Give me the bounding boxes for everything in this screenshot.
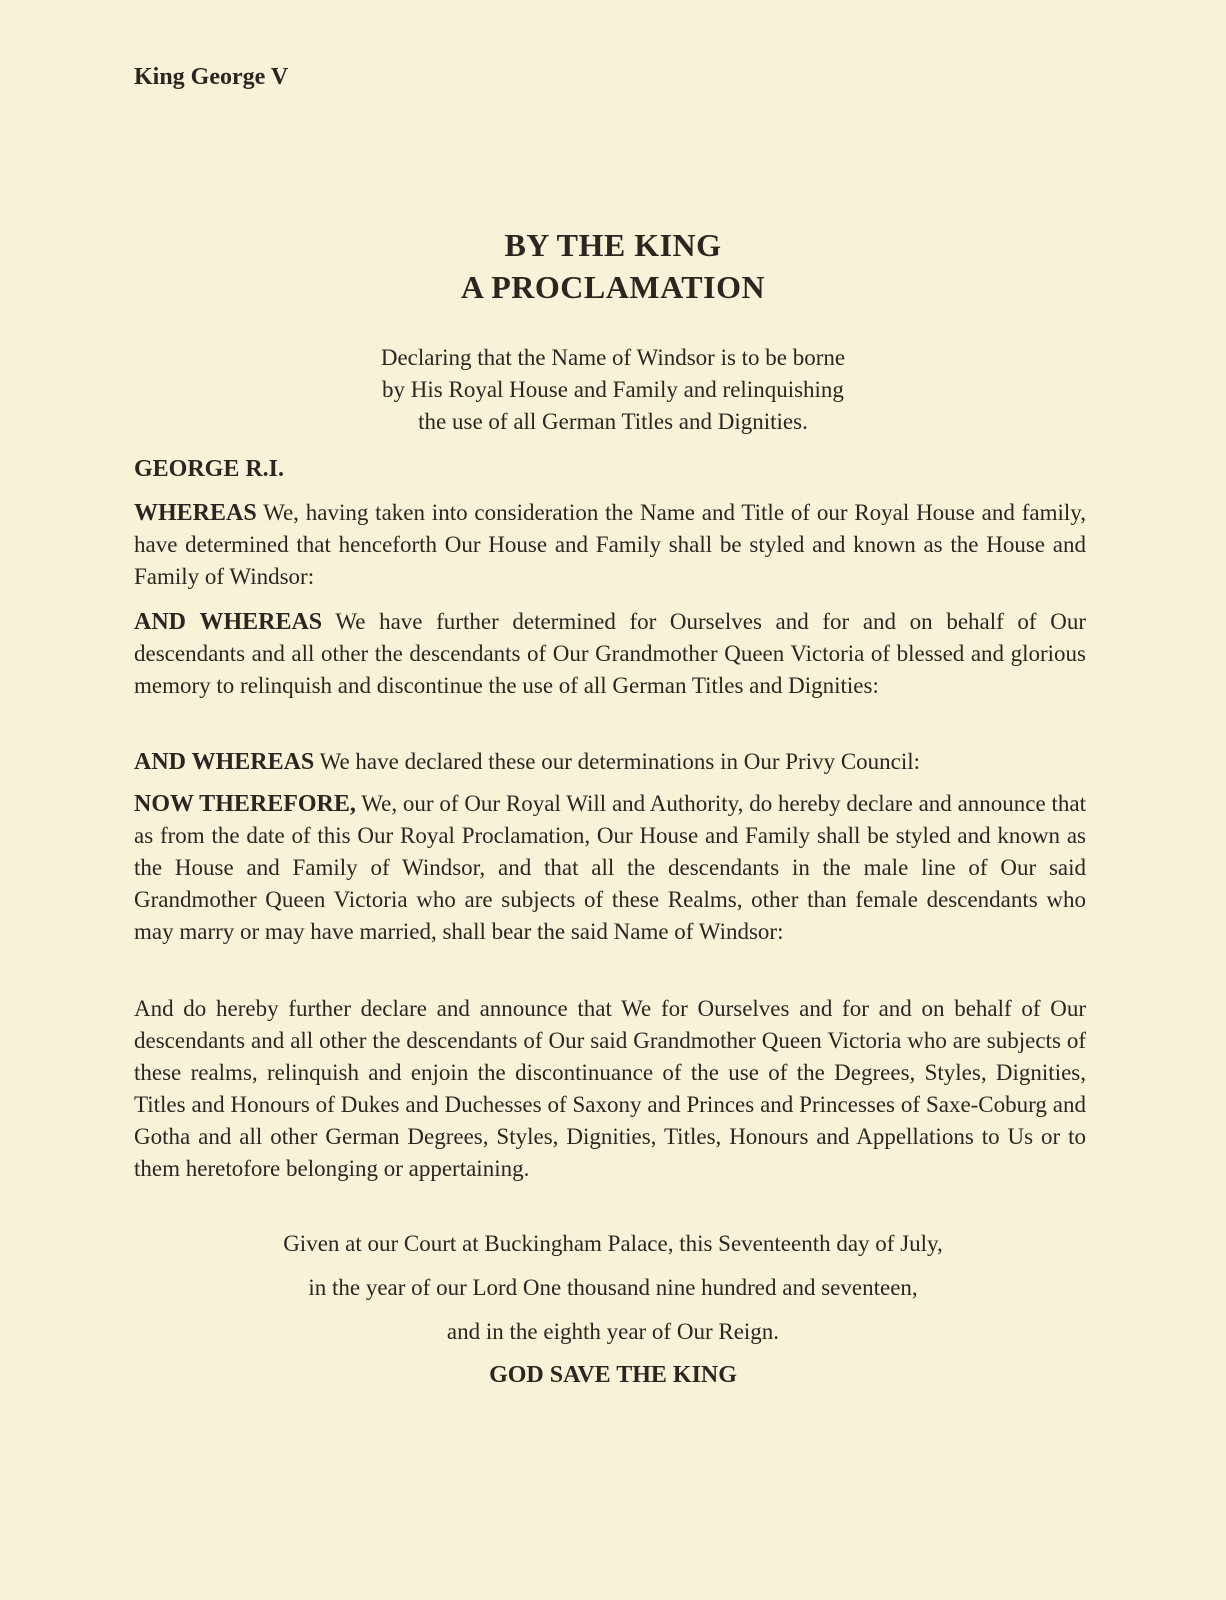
subtitle-line-2: by His Royal House and Family and relinquishing xyxy=(382,377,844,402)
closing-line-1: Given at our Court at Buckingham Palace, this Seventeenth day of July, xyxy=(283,1231,943,1256)
paragraph-text: We, our of Our Royal Will and Authority, do hereby declare and announce that as from the date of this Our Royal Proclamation, Our House and Family shall be styled and known as the House and Family of Windsor, and that all the descendants in the male line of Our said Grandmother Queen Victoria who are subjects of these Realms, other than female descendants who may marry or may have married, shall bear the said Name of Windsor: xyxy=(134,791,1087,944)
paragraph-whereas xyxy=(134,497,1086,593)
paragraph-lead: NOW THEREFORE, xyxy=(134,791,356,817)
paragraph-lead: AND WHEREAS xyxy=(134,609,323,635)
paragraph-text: We, having taken into consideration the Name and Title of our Royal House and family, have determined that henceforth Our House and Family shall be styled and known as the House and Family of Windsor: xyxy=(134,500,1086,589)
subtitle-line-1: Declaring that the Name of Windsor is to be borne xyxy=(380,345,846,370)
royal-signature: GEORGE R.I. xyxy=(134,456,285,482)
paragraph-lead: WHEREAS xyxy=(134,500,257,526)
paragraph-text: We have declared these our determinations in Our Privy Council: xyxy=(314,749,921,774)
title-line-2: A PROCLAMATION xyxy=(460,269,766,305)
paragraph-lead: AND WHEREAS xyxy=(134,749,315,775)
proclamation-subtitle xyxy=(0,342,1226,438)
paragraph-and-whereas-1 xyxy=(134,606,1086,702)
proclamation-title xyxy=(0,224,1226,308)
title-line-1: BY THE KING xyxy=(504,227,722,263)
closing-line-3: and in the eighth year of Our Reign. xyxy=(446,1319,780,1344)
document-header: King George V xyxy=(134,64,289,90)
paragraph-now-therefore xyxy=(134,788,1086,948)
paragraph-text: We have further determined for Ourselves and for and on behalf of Our descendants and all other the descendants of Our Grandmother Queen Victoria of blessed and glorious memory to relinquish and discontinue the use of all German Titles and Dignities: xyxy=(134,609,1086,698)
god-save-the-king: GOD SAVE THE KING xyxy=(489,1362,737,1388)
paragraph-and-whereas-2 xyxy=(134,746,1086,778)
subtitle-line-3: the use of all German Titles and Dignities. xyxy=(418,409,808,434)
paragraph-further-declare xyxy=(134,993,1086,1185)
closing-line-2: in the year of our Lord One thousand nine hundred and seventeen, xyxy=(308,1275,918,1300)
paragraph-text: And do hereby further declare and announce that We for Ourselves and for and on behalf of Our descendants and all other the descendants of Our said Grandmother Queen Victoria who are subjects of these realms, relinquish and enjoin the discontinuance of the use of the Degrees, Styles, Dignities, Titles and Honours of Dukes and Duchesses of Saxony and Princes and Princesses of Saxe-Coburg and Gotha and all other German Degrees, Styles, Dignities, Titles, Honours and Appellations to Us or to them heretofore belonging or appertaining. xyxy=(134,996,1086,1181)
